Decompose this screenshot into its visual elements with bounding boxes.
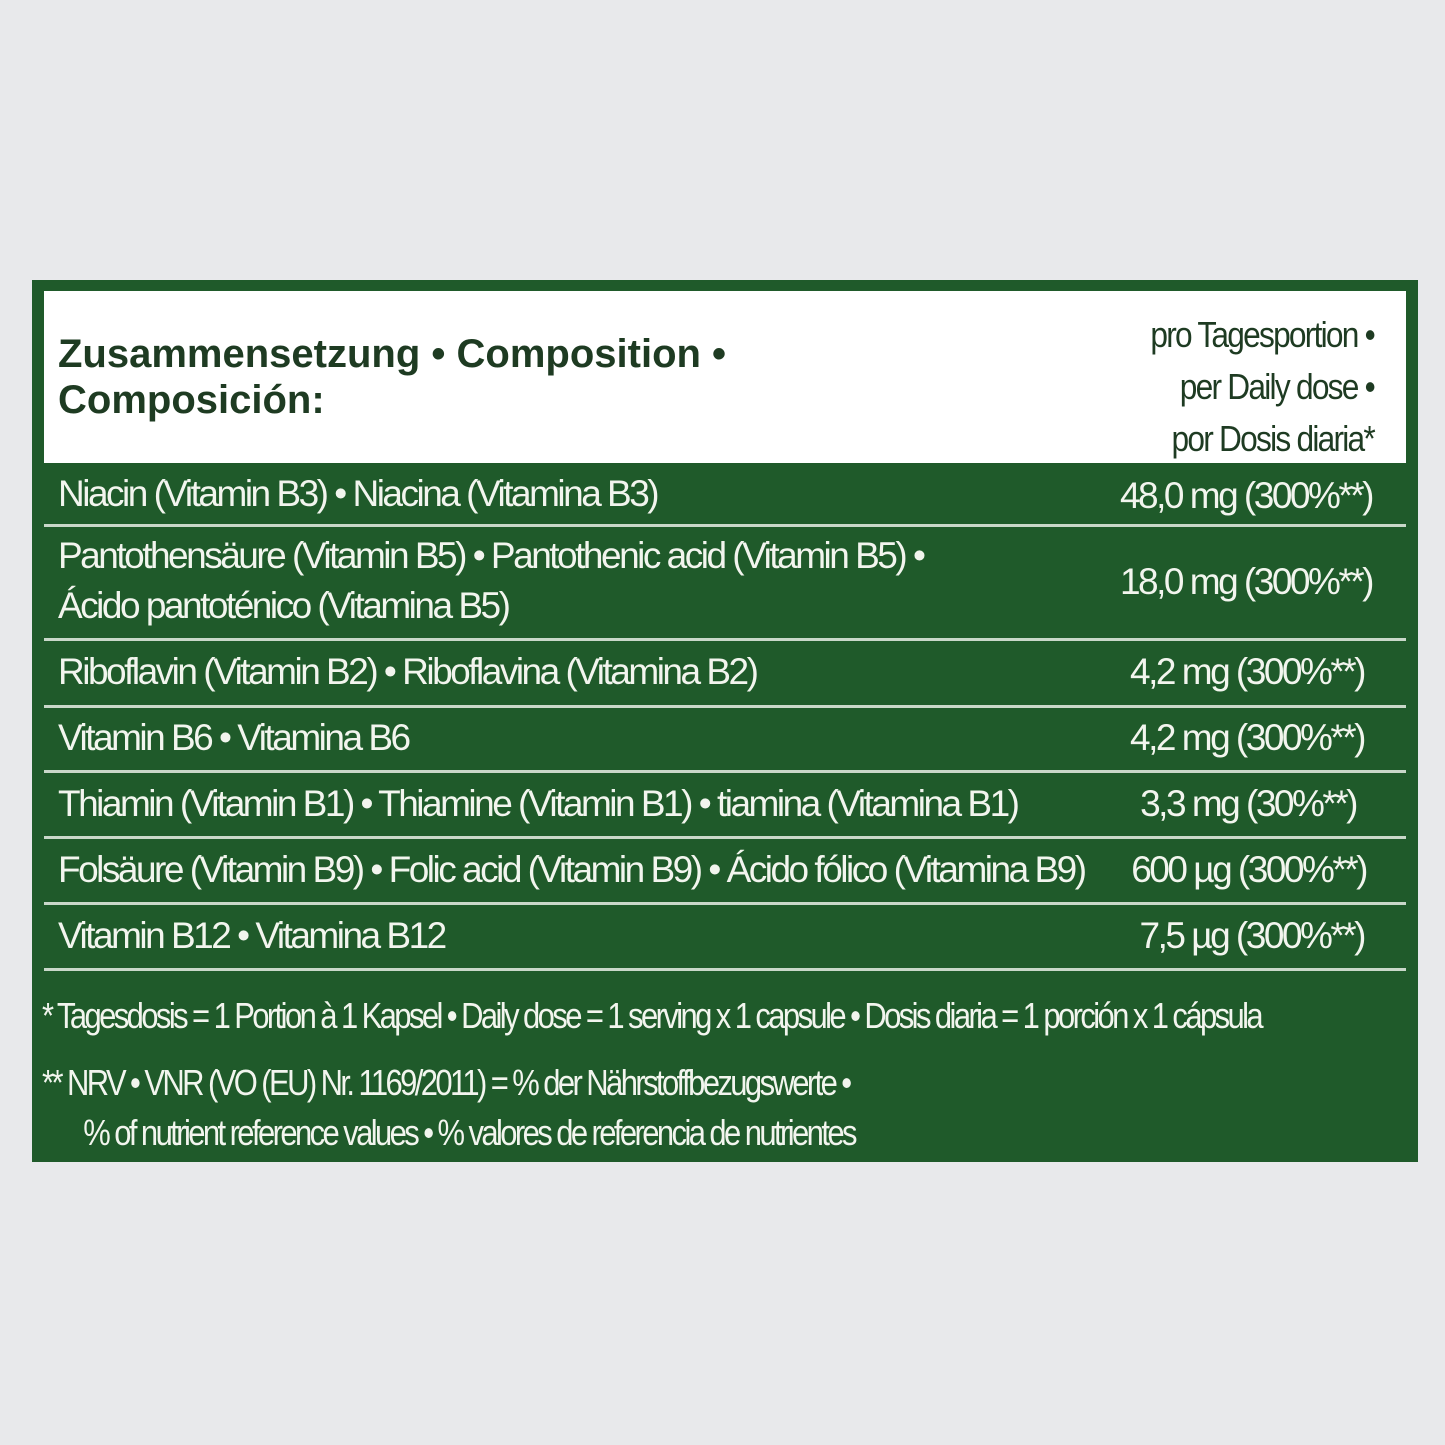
daily-dose-column-header xyxy=(1110,309,1374,465)
nutrient-name xyxy=(58,779,1017,829)
nutrient-name xyxy=(58,713,409,763)
nutrient-name xyxy=(58,647,756,697)
nutrient-row-folic-acid xyxy=(44,839,1406,905)
daily-dose-header-line2: per Daily dose • xyxy=(1179,366,1374,407)
nutrient-amount: 3,3 mg (30%**) xyxy=(1140,783,1356,824)
nutrient-name-line1: Thiamin (Vitamin B1) • Thiamine (Vitamin B1) • tiamina (Vitamina B1) xyxy=(58,783,1018,824)
nutrient-row-thiamin xyxy=(44,773,1406,839)
nutrient-name xyxy=(58,845,1085,895)
nutrient-name-line1: Folsäure (Vitamin B9) • Folic acid (Vitamin B9) • Ácido fólico (Vitamina B9) xyxy=(58,849,1085,890)
composition-title xyxy=(58,331,858,423)
nutrient-amount: 18,0 mg (300%**) xyxy=(1119,561,1372,602)
nutrient-name-line1: Niacin (Vitamin B3) • Niacina (Vitamina B3) xyxy=(58,473,658,514)
footnote-daily-dose: * Tagesdosis = 1 Portion à 1 Kapsel • Daily dose = 1 serving x 1 capsule • Dosis diaria = 1 porción x 1 cápsula xyxy=(42,995,1262,1036)
nutrient-name xyxy=(58,469,657,519)
composition-title-line2: Composición: xyxy=(58,378,325,422)
nutrition-label-panel xyxy=(32,280,1418,1162)
nutrient-name-line1: Riboflavin (Vitamin B2) • Riboflavina (Vitamina B2) xyxy=(58,651,757,692)
nutrient-amount: 4,2 mg (300%**) xyxy=(1130,651,1364,692)
nutrient-amount: 600 µg (300%**) xyxy=(1131,849,1366,890)
nutrient-amount: 7,5 µg (300%**) xyxy=(1139,915,1364,956)
nutrient-amount: 4,2 mg (300%**) xyxy=(1130,717,1364,758)
label-header xyxy=(44,291,1406,463)
nutrient-name xyxy=(58,531,923,631)
nutrient-name-line1: Vitamin B6 • Vitamina B6 xyxy=(58,717,409,758)
nutrient-name-line1: Pantothensäure (Vitamin B5) • Pantothenic acid (Vitamin B5) • xyxy=(58,535,924,576)
nutrient-row-niacin xyxy=(44,463,1406,527)
nutrient-row-riboflavin xyxy=(44,641,1406,708)
footnote-nrv-line1: ** NRV • VNR (VO (EU) Nr. 1169/2011) = % der Nährstoffbezugswerte • xyxy=(42,1062,850,1103)
nutrient-name-line1: Vitamin B12 • Vitamina B12 xyxy=(58,915,445,956)
composition-title-line1: Zusammensetzung • Composition • xyxy=(58,332,727,376)
daily-dose-header-line3: por Dosis diaria* xyxy=(1171,418,1374,459)
nutrient-row-pantothenic-acid xyxy=(44,527,1406,641)
nutrient-name-line2: Ácido pantoténico (Vitamina B5) xyxy=(58,585,509,626)
nutrient-amount: 48,0 mg (300%**) xyxy=(1119,475,1372,516)
nutrient-name xyxy=(58,911,445,961)
footnote-nrv xyxy=(42,1058,1220,1158)
nutrient-row-vitamin-b12 xyxy=(44,905,1406,971)
nutrient-row-vitamin-b6 xyxy=(44,708,1406,773)
daily-dose-header-line1: pro Tagesportion • xyxy=(1150,314,1374,355)
nutrient-table xyxy=(44,463,1406,971)
footnote-nrv-line2: % of nutrient reference values • % valores de referencia de nutrientes xyxy=(83,1112,855,1153)
